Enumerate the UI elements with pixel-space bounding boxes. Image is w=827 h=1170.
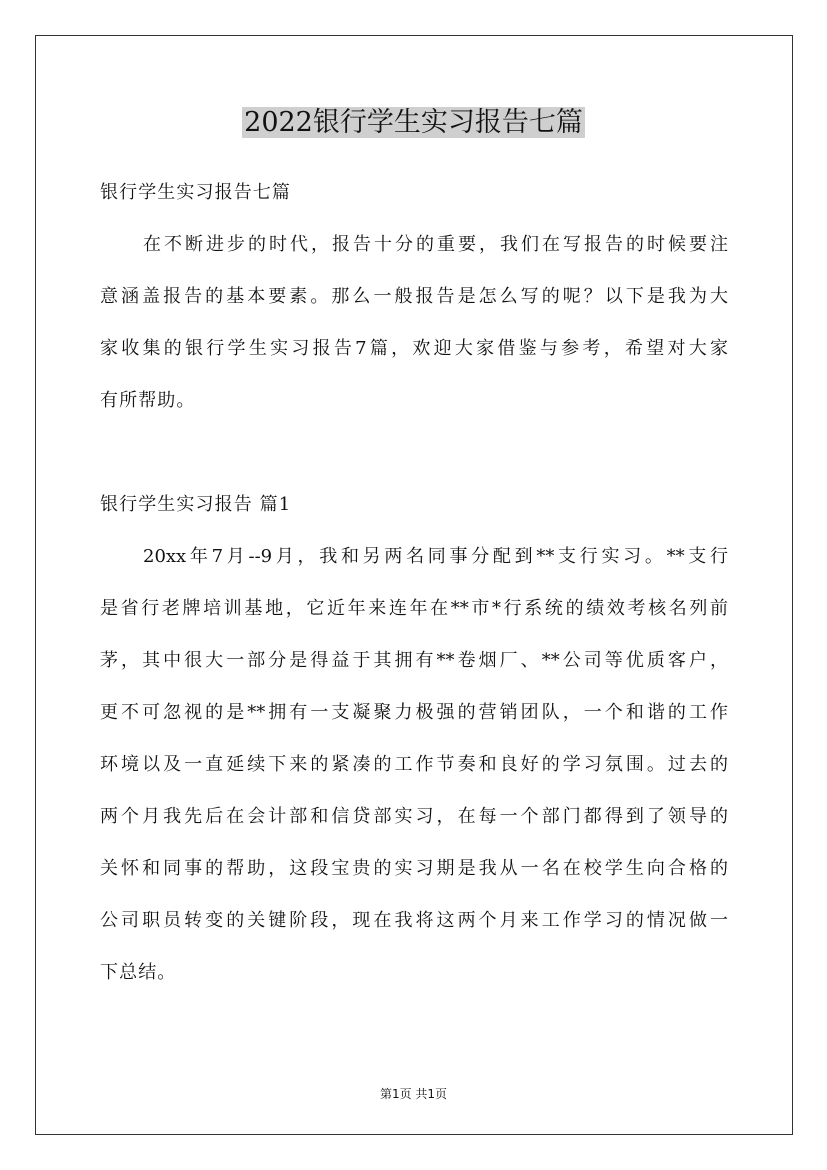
document-title-text: 2022银行学生实习报告七篇 <box>244 107 583 138</box>
document-title <box>0 104 827 142</box>
intro-line: 家收集的银行学生实习报告7篇，欢迎大家借鉴与参考，希望对大家 <box>100 338 728 359</box>
section-line: 公司职员转变的关键阶段，现在我将这两个月来工作学习的情况做一 <box>100 910 728 931</box>
section-line: 下总结。 <box>100 962 177 983</box>
intro-line: 意涵盖报告的基本要素。那么一般报告是怎么写的呢？以下是我为大 <box>100 286 728 307</box>
paragraph-gap <box>100 438 728 490</box>
section-line: 20xx年7月--9月，我和另两名同事分配到**支行实习。**支行 <box>143 546 728 567</box>
page-footer: 第1页 共1页 <box>379 1087 448 1101</box>
intro-line: 在不断进步的时代，报告十分的重要，我们在写报告的时候要注 <box>143 234 728 255</box>
section-line: 关怀和同事的帮助，这段宝贵的实习期是我从一名在校学生向合格的 <box>100 858 728 879</box>
document-body <box>100 178 728 1010</box>
section-line: 茅，其中很大一部分是得益于其拥有**卷烟厂、**公司等优质客户， <box>100 650 728 671</box>
section-heading: 银行学生实习报告 篇1 <box>100 494 292 515</box>
intro-line: 有所帮助。 <box>100 390 196 411</box>
section-line: 是省行老牌培训基地，它近年来连年在**市*行系统的绩效考核名列前 <box>100 598 728 619</box>
section-line: 两个月我先后在会计部和信贷部实习，在每一个部门都得到了领导的 <box>100 806 728 827</box>
section-line: 环境以及一直延续下来的紧凑的工作节奏和良好的学习氛围。过去的 <box>100 754 728 775</box>
subtitle: 银行学生实习报告七篇 <box>100 182 291 203</box>
section-line: 更不可忽视的是**拥有一支凝聚力极强的营销团队，一个和谐的工作 <box>100 702 728 723</box>
